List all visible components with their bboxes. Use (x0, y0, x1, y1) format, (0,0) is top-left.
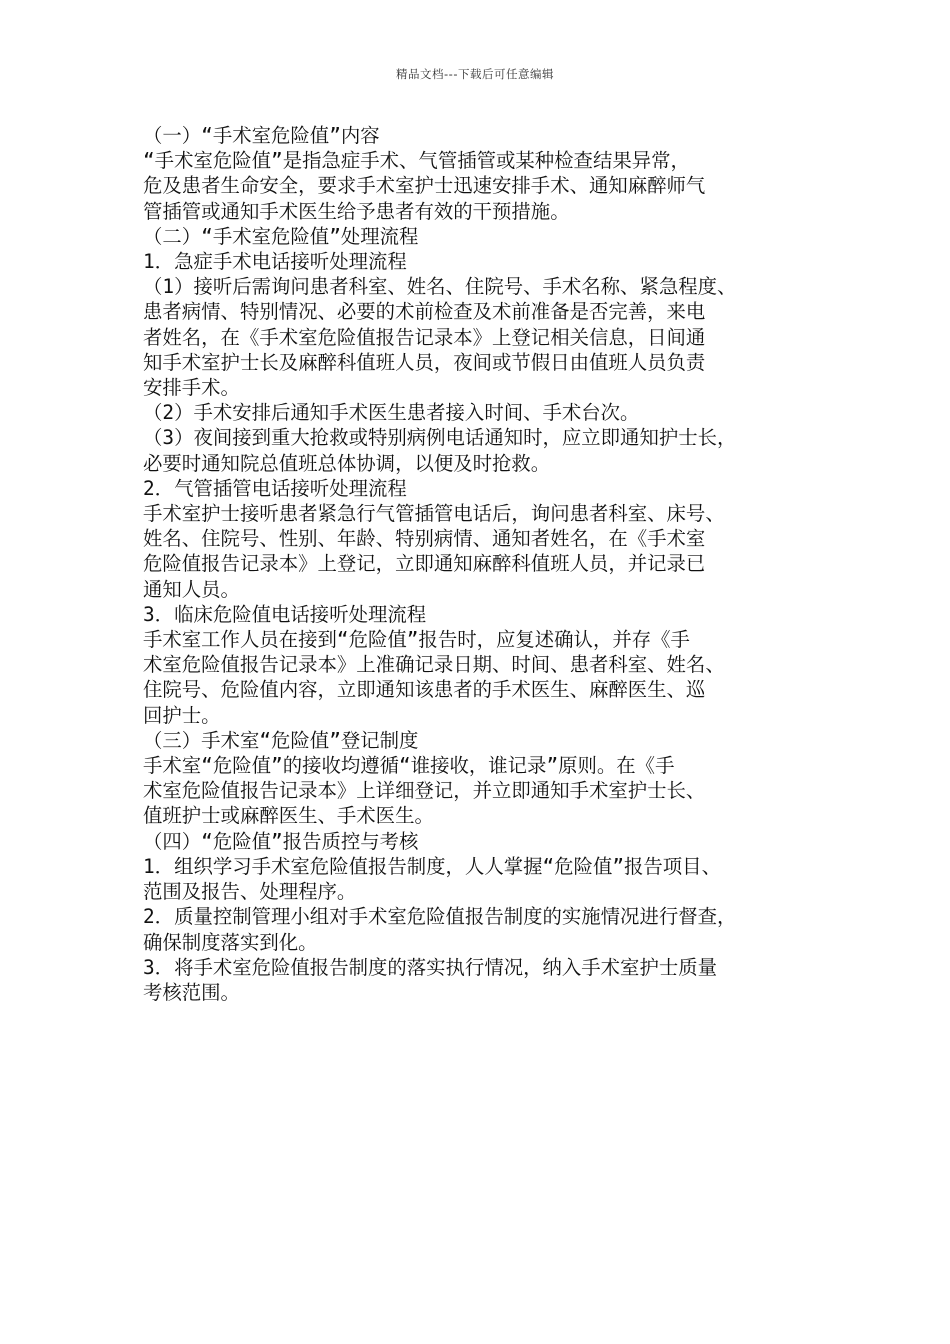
subsection-heading: 3．临床危险值电话接听处理流程 (143, 602, 427, 626)
paragraph-line: 手术室护士接听患者紧急行气管插管电话后，询问患者科室、床号、 (143, 502, 725, 526)
subsection-heading: 2．气管插管电话接听处理流程 (143, 476, 407, 500)
document-body (143, 123, 833, 1005)
paragraph-line: 管插管或通知手术医生给予患者有效的干预措施。 (143, 199, 570, 223)
paragraph-line: 术室危险值报告记录本》上详细登记，并立即通知手术室护士长、 (143, 779, 706, 803)
paragraph-line: 住院号、危险值内容，立即通知该患者的手术医生、麻醉医生、巡 (143, 678, 706, 702)
paragraph-line: 回护士。 (143, 703, 221, 727)
paragraph-line: 安排手术。 (143, 376, 240, 400)
paragraph-line: （1）接听后需询问患者科室、姓名、住院号、手术名称、紧急程度、 (143, 275, 737, 299)
paragraph-line: “手术室危险值”是指急症手术、气管插管或某种检查结果异常， (143, 149, 690, 173)
paragraph-line: 者姓名，在《手术室危险值报告记录本》上登记相关信息，日间通 (143, 325, 706, 349)
paragraph-line: 知手术室护士长及麻醉科值班人员，夜间或节假日由值班人员负责 (143, 350, 706, 374)
paragraph-line: 危及患者生命安全，要求手术室护士迅速安排手术、通知麻醉师气 (143, 174, 706, 198)
list-item-line: 范围及报告、处理程序。 (143, 880, 357, 904)
paragraph-line: 必要时通知院总值班总体协调，以便及时抢救。 (143, 451, 551, 475)
list-item-line: 考核范围。 (143, 980, 240, 1004)
list-item-line: 3．将手术室危险值报告制度的落实执行情况，纳入手术室护士质量 (143, 955, 718, 979)
paragraph-line: 手术室“危险值”的接收均遵循“谁接收，谁记录”原则。在《手 (143, 754, 675, 778)
paragraph-line: 值班护士或麻醉医生、手术医生。 (143, 804, 434, 828)
paragraph-line: 姓名、住院号、性别、年龄、特别病情、通知者姓名，在《手术室 (143, 527, 706, 551)
subsection-heading: 1．急症手术电话接听处理流程 (143, 250, 407, 274)
paragraph-line: 危险值报告记录本》上登记，立即通知麻醉科值班人员，并记录已 (143, 552, 706, 576)
paragraph-line: 患者病情、特别情况、必要的术前检查及术前准备是否完善，来电 (143, 300, 706, 324)
paragraph-line: （3）夜间接到重大抢救或特别病例电话通知时，应立即通知护士长， (143, 426, 737, 450)
paragraph-line: 术室危险值报告记录本》上准确记录日期、时间、患者科室、姓名、 (143, 653, 725, 677)
paragraph-line: （2）手术安排后通知手术医生患者接入时间、手术台次。 (143, 401, 640, 425)
section-heading-1: （一）“手术室危险值”内容 (143, 124, 380, 147)
list-item-line: 确保制度落实到化。 (143, 930, 318, 954)
list-item-line: 2．质量控制管理小组对手术室危险值报告制度的实施情况进行督查， (143, 905, 737, 929)
section-heading-4: （四）“危险值”报告质控与考核 (143, 829, 419, 853)
section-heading-2: （二）“手术室危险值”处理流程 (143, 224, 419, 248)
page-header: 精品文档---下载后可任意编辑 (396, 67, 554, 81)
paragraph-line: 通知人员。 (143, 577, 240, 601)
paragraph-line: 手术室工作人员在接到“危险值”报告时，应复述确认，并存《手 (143, 628, 690, 652)
section-heading-3: （三）手术室“危险值”登记制度 (143, 728, 419, 752)
list-item-line: 1．组织学习手术室危险值报告制度，人人掌握“危险值”报告项目、 (143, 854, 721, 878)
